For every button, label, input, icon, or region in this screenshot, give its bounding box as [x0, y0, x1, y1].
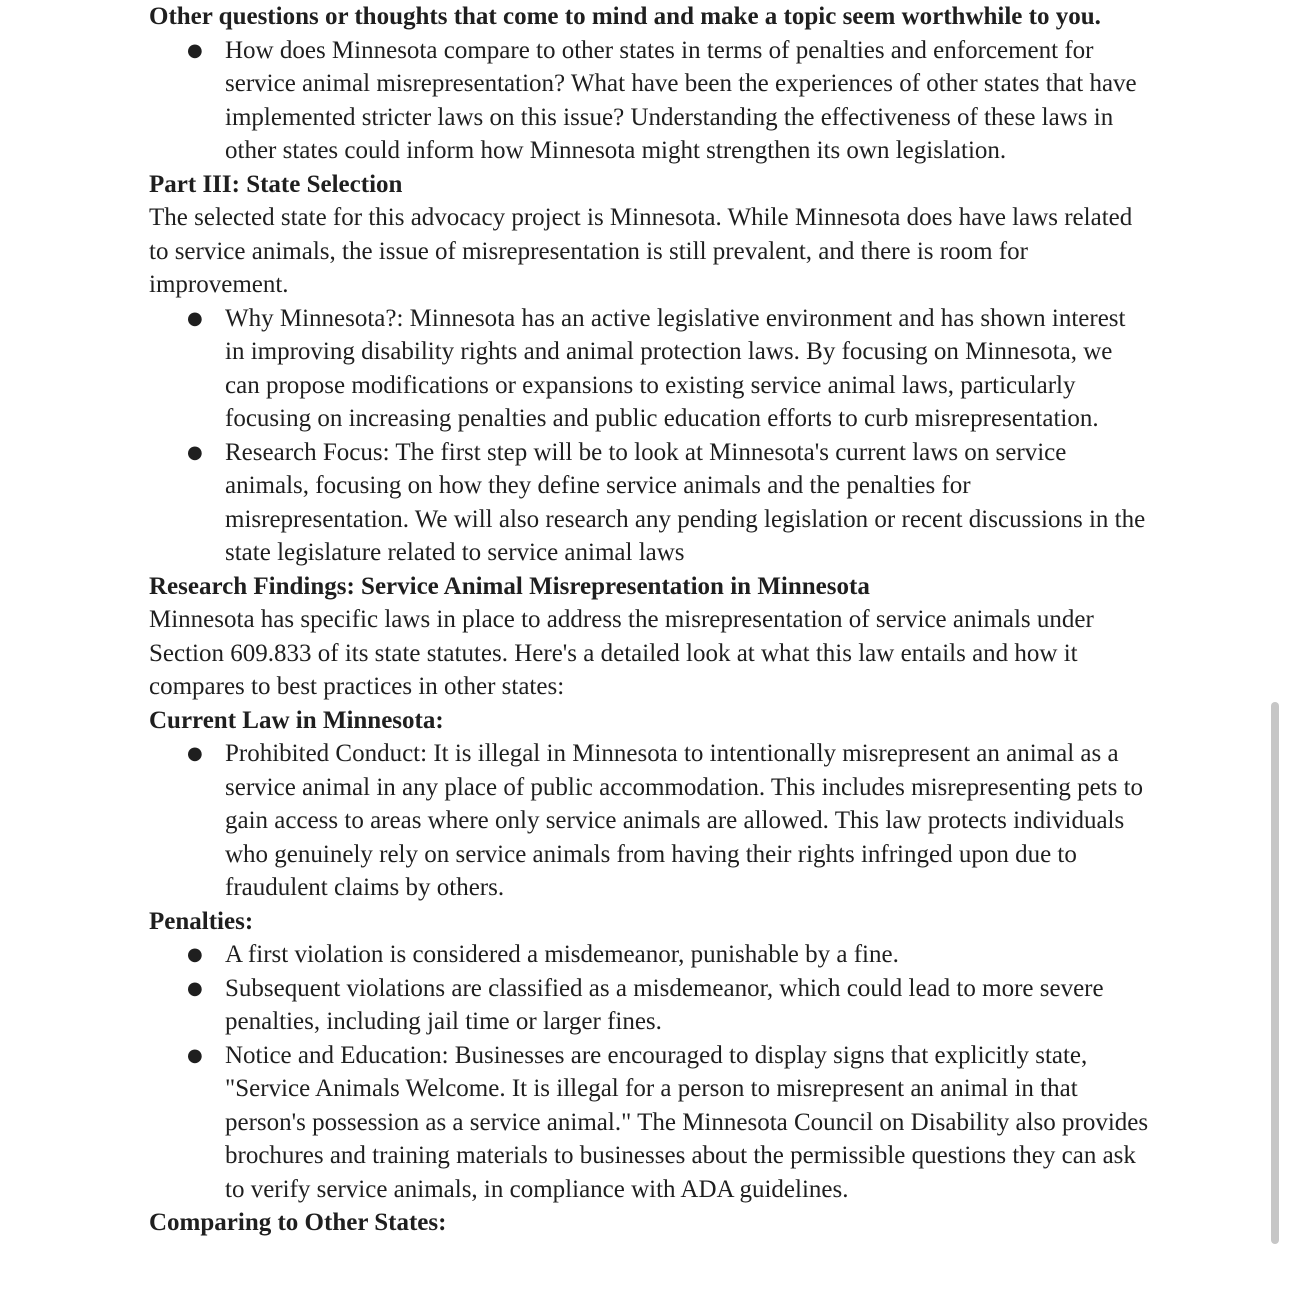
document-body: [149, 0, 1149, 1240]
list-item: ● Research Focus: The first step will be to look at Minnesota's current laws on service animals, focusing on how they define service animals and the penalties for misrepresentation. We will also research any pending legislation or recent discussions in the state legislature related to service animal laws: [149, 436, 1149, 570]
list-item: ● Subsequent violations are classified as a misdemeanor, which could lead to more severe penalties, including jail time or larger fines.: [149, 972, 1149, 1039]
state-selection-paragraph: The selected state for this advocacy project is Minnesota. While Minnesota does have laws related to service animals, the issue of misrepresentation is still prevalent, and there is room for improvement.: [149, 204, 1133, 298]
current-law-heading: Current Law in Minnesota:: [149, 706, 444, 734]
state-selection-list: [149, 302, 1149, 570]
state-selection-heading: Part III: State Selection: [149, 170, 403, 198]
list-item: ● A first violation is considered a misdemeanor, punishable by a fine.: [149, 938, 1149, 972]
list-item: ● Why Minnesota?: Minnesota has an active legislative environment and has shown interest in improving disability rights and animal protection laws. By focusing on Minnesota, we can propose modifications or expansions to existing service animal laws, particularly focusing on increasing penalties and public education efforts to curb misrepresentation.: [149, 302, 1149, 436]
other-questions-heading: Other questions or thoughts that come to mind and make a topic seem worthwhile to you.: [149, 3, 1101, 30]
list-item: ● Prohibited Conduct: It is illegal in Minnesota to intentionally misrepresent an animal as a service animal in any place of public accommodation. This includes misrepresenting pets to gain access to areas where only service animals are allowed. This law protects individuals who genuinely rely on service animals from having their rights infringed upon due to fraudulent claims by others.: [149, 737, 1149, 905]
list-item: ● How does Minnesota compare to other states in terms of penalties and enforcement for service animal misrepresentation? What have been the experiences of other states that have implemented stricter laws on this issue? Understanding the effectiveness of these laws in other states could inform how Minnesota might strengthen its own legislation.: [149, 34, 1149, 168]
penalties-list: [149, 938, 1149, 1206]
vertical-scrollbar[interactable]: [1271, 702, 1279, 1244]
other-questions-list: [149, 34, 1149, 168]
comparing-heading: Comparing to Other States:: [149, 1209, 447, 1236]
penalties-heading: Penalties:: [149, 907, 254, 935]
research-findings-paragraph: Minnesota has specific laws in place to address the misrepresentation of service animals under Section 609.833 of its state statutes. Here's a detailed look at what this law entails and how it compares to best practices in other states:: [149, 606, 1094, 700]
research-findings-heading: Research Findings: Service Animal Misrepresentation in Minnesota: [149, 572, 870, 600]
list-item: ● Notice and Education: Businesses are encouraged to display signs that explicitly state, "Service Animals Welcome. It is illegal for a person to misrepresent an animal in that person's possession as a service animal." The Minnesota Council on Disability also provides brochures and training materials to businesses about the permissible questions they can ask to verify service animals, in compliance with ADA guidelines.: [149, 1039, 1149, 1207]
current-law-list: [149, 737, 1149, 905]
